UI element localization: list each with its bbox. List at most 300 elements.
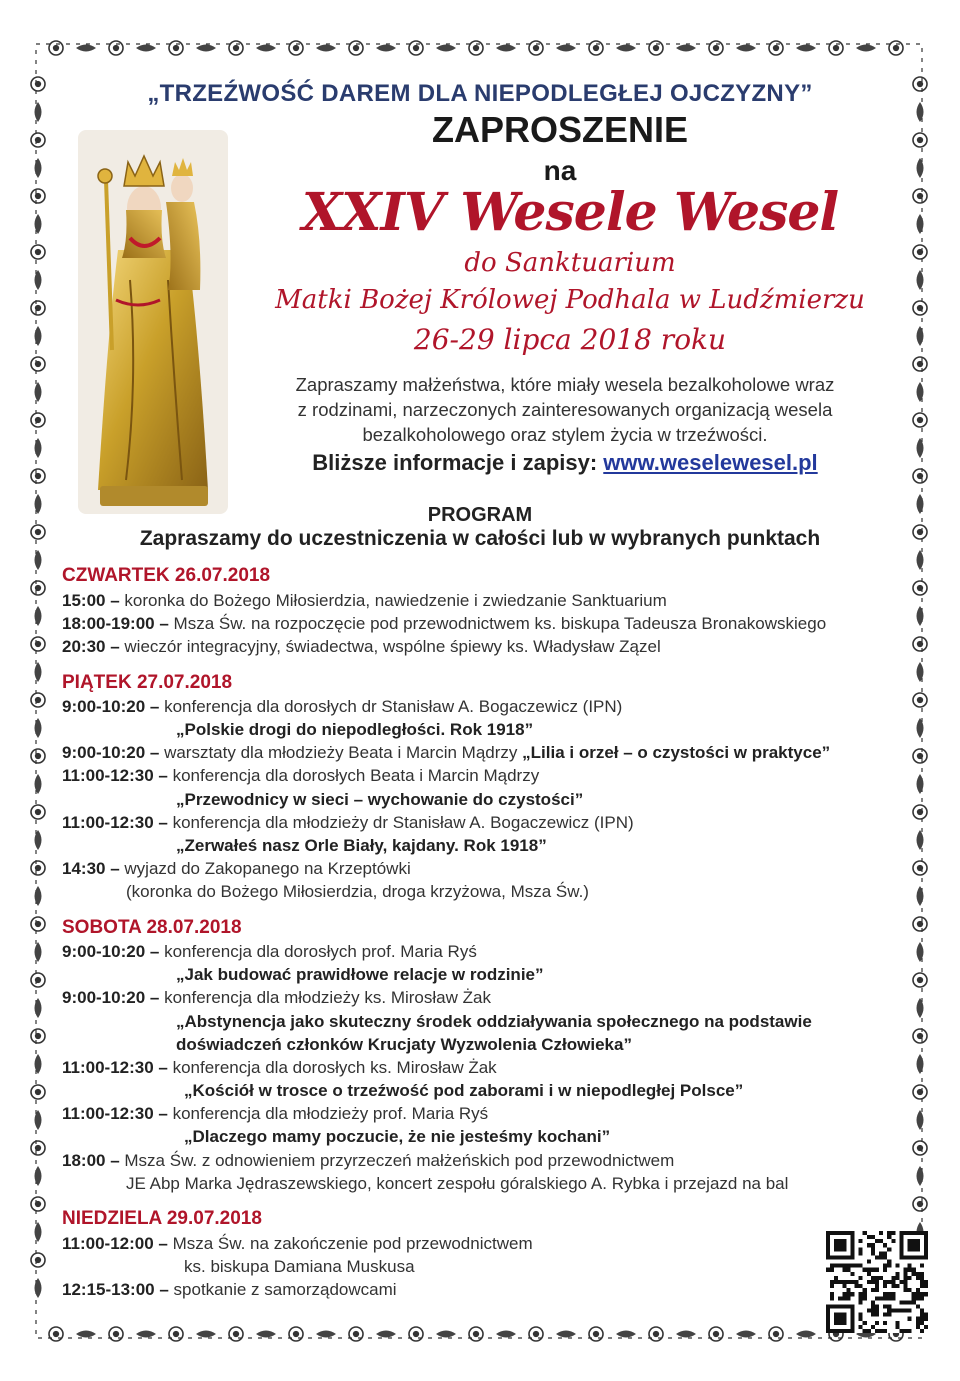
subtitle-place: Matki Bożej Królowej Podhala w Ludźmierzu bbox=[275, 285, 865, 315]
ornament-rosette bbox=[169, 41, 183, 55]
ornament-rosette bbox=[31, 1085, 45, 1099]
ornament-rosette bbox=[589, 41, 603, 55]
qr-module bbox=[875, 1268, 879, 1272]
ornament-rosette bbox=[589, 1327, 603, 1341]
ornament-rosette bbox=[31, 1141, 45, 1155]
ornament-rosette bbox=[913, 133, 927, 147]
qr-module bbox=[891, 1231, 895, 1235]
qr-module bbox=[887, 1231, 891, 1235]
qr-module bbox=[920, 1321, 924, 1325]
list-item bbox=[62, 1280, 397, 1300]
ornament-rosette bbox=[913, 917, 927, 931]
list-item bbox=[62, 743, 830, 763]
qr-module bbox=[891, 1292, 895, 1296]
item-title: „Zerwałeś nasz Orle Biały, kajdany. Rok 1918” bbox=[176, 836, 547, 855]
qr-module bbox=[842, 1296, 846, 1300]
qr-module bbox=[904, 1309, 908, 1313]
intro-text bbox=[255, 372, 875, 447]
ornament-rosette bbox=[349, 41, 363, 55]
item-text: spotkanie z samorządowcami bbox=[168, 1280, 397, 1299]
website-link[interactable]: www.weselewesel.pl bbox=[603, 450, 818, 475]
item-time: 9:00-10:20 – bbox=[62, 743, 160, 762]
ornament-rosette bbox=[49, 1327, 63, 1341]
list-item bbox=[62, 1104, 488, 1124]
qr-module bbox=[838, 1296, 842, 1300]
qr-module bbox=[859, 1300, 863, 1304]
qr-module bbox=[859, 1251, 863, 1255]
ornament-rosette bbox=[889, 41, 903, 55]
ornament-leaf bbox=[496, 1331, 516, 1338]
qr-module bbox=[875, 1255, 879, 1259]
qr-module bbox=[859, 1292, 863, 1296]
qr-module bbox=[920, 1329, 924, 1333]
motto: „TRZEŹWOŚĆ DAREM DLA NIEPODLEGŁEJ OJCZYZNY” bbox=[147, 80, 813, 107]
qr-module bbox=[875, 1329, 879, 1333]
ornament-rosette bbox=[769, 41, 783, 55]
ornament-leaf bbox=[736, 45, 756, 52]
qr-module bbox=[846, 1288, 850, 1292]
ornament-leaf bbox=[676, 1331, 696, 1338]
qr-module bbox=[908, 1264, 912, 1268]
qr-module bbox=[916, 1304, 920, 1308]
ornament-leaf bbox=[196, 45, 216, 52]
qr-module bbox=[895, 1284, 899, 1288]
day-heading-saturday: SOBOTA 28.07.2018 bbox=[62, 917, 242, 938]
qr-module bbox=[846, 1280, 850, 1284]
ornament-rosette bbox=[913, 469, 927, 483]
ornament-rosette bbox=[31, 973, 45, 987]
qr-module bbox=[920, 1317, 924, 1321]
qr-code-icon bbox=[826, 1230, 928, 1334]
qr-module bbox=[883, 1284, 887, 1288]
ornament-leaf bbox=[316, 1331, 336, 1338]
ornament-leaf bbox=[616, 45, 636, 52]
qr-module bbox=[875, 1239, 879, 1243]
ornament-leaf bbox=[35, 662, 42, 682]
ornament-rosette bbox=[31, 749, 45, 763]
ornament-rosette bbox=[49, 41, 63, 55]
item-time: 11:00-12:30 – bbox=[62, 766, 168, 785]
ornament-rosette bbox=[109, 1327, 123, 1341]
qr-module bbox=[924, 1325, 928, 1329]
item-text: konferencja dla dorosłych Beata i Marcin Mądrzy bbox=[167, 766, 540, 785]
qr-module bbox=[871, 1247, 875, 1251]
qr-module bbox=[875, 1284, 879, 1288]
more-info bbox=[255, 450, 875, 476]
qr-module bbox=[920, 1264, 924, 1268]
qr-module bbox=[871, 1268, 875, 1272]
item-text: Msza Św. na zakończenie pod przewodnictwem bbox=[167, 1234, 533, 1253]
ornament-rosette bbox=[913, 861, 927, 875]
ornament-leaf bbox=[917, 270, 924, 290]
qr-module bbox=[867, 1268, 871, 1272]
qr-module bbox=[891, 1276, 895, 1280]
qr-module bbox=[899, 1300, 903, 1304]
item-title: „Polskie drogi do niepodległości. Rok 1918” bbox=[176, 720, 534, 739]
qr-module bbox=[846, 1296, 850, 1300]
qr-module bbox=[850, 1264, 854, 1268]
qr-module bbox=[887, 1313, 891, 1317]
qr-module bbox=[846, 1264, 850, 1268]
qr-module bbox=[891, 1296, 895, 1300]
qr-module bbox=[920, 1313, 924, 1317]
qr-module bbox=[883, 1280, 887, 1284]
ornament-rosette bbox=[913, 245, 927, 259]
qr-module bbox=[887, 1235, 891, 1239]
qr-module bbox=[879, 1231, 883, 1235]
qr-module bbox=[879, 1329, 883, 1333]
qr-module bbox=[830, 1268, 834, 1272]
ornament-rosette bbox=[409, 1327, 423, 1341]
program-subheading: Zapraszamy do uczestniczenia w całości lub w wybranych punktach bbox=[139, 527, 821, 550]
qr-module bbox=[879, 1239, 883, 1243]
qr-module bbox=[879, 1255, 883, 1259]
na-word: na bbox=[543, 155, 577, 186]
qr-module bbox=[891, 1280, 895, 1284]
ornament-leaf bbox=[616, 1331, 636, 1338]
ornament-rosette bbox=[529, 41, 543, 55]
ornament-leaf bbox=[76, 45, 96, 52]
event-title: XXIV Wesele Wesel bbox=[301, 182, 839, 243]
ornament-rosette bbox=[31, 245, 45, 259]
qr-module bbox=[916, 1325, 920, 1329]
ornament-rosette bbox=[31, 133, 45, 147]
ornament-leaf bbox=[196, 1331, 216, 1338]
item-text: koronka do Bożego Miłosierdzia, nawiedzenie i zwiedzanie Sanktuarium bbox=[119, 591, 667, 610]
ornament-rosette bbox=[31, 1253, 45, 1267]
ornament-rosette bbox=[913, 973, 927, 987]
qr-module bbox=[859, 1276, 863, 1280]
ornament-leaf bbox=[35, 382, 42, 402]
qr-module bbox=[863, 1268, 867, 1272]
ornament-rosette bbox=[169, 1327, 183, 1341]
ornament-rosette bbox=[913, 693, 927, 707]
ornament-leaf bbox=[917, 830, 924, 850]
ornament-rosette bbox=[913, 581, 927, 595]
item-time: 11:00-12:30 – bbox=[62, 1058, 168, 1077]
ornament-rosette bbox=[913, 189, 927, 203]
qr-module bbox=[863, 1231, 867, 1235]
qr-module bbox=[871, 1280, 875, 1284]
item-title: doświadczeń członków Krucjaty Wyzwolenia Człowieka” bbox=[176, 1035, 632, 1054]
qr-module bbox=[846, 1292, 850, 1296]
item-text: (koronka do Bożego Miłosierdzia, droga krzyżowa, Msza Św.) bbox=[126, 882, 589, 901]
qr-module bbox=[842, 1292, 846, 1296]
qr-module bbox=[830, 1280, 834, 1284]
qr-module bbox=[842, 1264, 846, 1268]
ornament-rosette bbox=[469, 1327, 483, 1341]
list-item bbox=[62, 591, 667, 611]
item-time: 9:00-10:20 – bbox=[62, 942, 160, 961]
qr-module bbox=[842, 1280, 846, 1284]
qr-module bbox=[887, 1292, 891, 1296]
qr-module bbox=[830, 1296, 834, 1300]
qr-module bbox=[904, 1288, 908, 1292]
qr-module bbox=[908, 1309, 912, 1313]
qr-module bbox=[904, 1272, 908, 1276]
item-text: ks. biskupa Damiana Muskusa bbox=[184, 1257, 415, 1276]
qr-module bbox=[834, 1239, 846, 1251]
qr-module bbox=[908, 1288, 912, 1292]
qr-module bbox=[879, 1251, 883, 1255]
qr-module bbox=[883, 1313, 887, 1317]
qr-module bbox=[867, 1272, 871, 1276]
qr-module bbox=[883, 1243, 887, 1247]
qr-module bbox=[867, 1309, 871, 1313]
qr-module bbox=[887, 1296, 891, 1300]
item-text: Msza Św. na rozpoczęcie pod przewodnictwem ks. biskupa Tadeusza Bronakowskiego bbox=[168, 614, 827, 633]
item-text: wieczór integracyjny, świadectwa, wspólne śpiewy ks. Władysław Zązel bbox=[119, 637, 661, 656]
ornament-rosette bbox=[913, 749, 927, 763]
ornament-leaf bbox=[796, 1331, 816, 1338]
qr-module bbox=[883, 1292, 887, 1296]
qr-module bbox=[920, 1296, 924, 1300]
qr-module bbox=[879, 1296, 883, 1300]
madonna-statue bbox=[78, 130, 228, 514]
qr-module bbox=[883, 1304, 887, 1308]
ornament-rosette bbox=[529, 1327, 543, 1341]
item-time: 18:00 – bbox=[62, 1151, 120, 1170]
item-text: konferencja dla dorosłych ks. Mirosław Żak bbox=[167, 1058, 497, 1077]
qr-module bbox=[871, 1300, 875, 1304]
qr-module bbox=[912, 1292, 916, 1296]
ornament-rosette bbox=[649, 1327, 663, 1341]
qr-module bbox=[916, 1276, 920, 1280]
ornament-rosette bbox=[31, 861, 45, 875]
qr-module bbox=[899, 1329, 903, 1333]
qr-module bbox=[899, 1309, 903, 1313]
item-time: 9:00-10:20 – bbox=[62, 697, 160, 716]
ornament-rosette bbox=[649, 41, 663, 55]
subtitle-sanctuary: do Sanktuarium bbox=[464, 248, 676, 278]
qr-module bbox=[908, 1239, 920, 1251]
item-text: konferencja dla młodzieży dr Stanisław A. Bogaczewicz (IPN) bbox=[167, 813, 634, 832]
qr-module bbox=[904, 1284, 908, 1288]
qr-module bbox=[920, 1272, 924, 1276]
item-time: 11:00-12:00 – bbox=[62, 1234, 168, 1253]
qr-module bbox=[863, 1329, 867, 1333]
ornament-leaf bbox=[856, 45, 876, 52]
qr-module bbox=[916, 1292, 920, 1296]
item-title: „Przewodnicy w sieci – wychowanie do czystości” bbox=[176, 790, 584, 809]
item-time: 11:00-12:30 – bbox=[62, 1104, 168, 1123]
program-heading: PROGRAM bbox=[427, 504, 533, 526]
list-item bbox=[62, 942, 477, 962]
ornament-rosette bbox=[913, 805, 927, 819]
ornament-rosette bbox=[31, 357, 45, 371]
qr-module bbox=[850, 1280, 854, 1284]
ornament-rosette bbox=[913, 413, 927, 427]
ornament-rosette bbox=[31, 1029, 45, 1043]
qr-module bbox=[924, 1284, 928, 1288]
qr-module bbox=[920, 1280, 924, 1284]
qr-module bbox=[875, 1309, 879, 1313]
qr-module bbox=[846, 1268, 850, 1272]
item-time: 18:00-19:00 – bbox=[62, 614, 169, 633]
list-item bbox=[62, 859, 411, 879]
ornament-rosette bbox=[31, 581, 45, 595]
ornament-rosette bbox=[31, 637, 45, 651]
qr-module bbox=[883, 1255, 887, 1259]
item-title: „Abstynencja jako skuteczny środek oddziaływania społecznego na podstawie bbox=[176, 1012, 812, 1031]
qr-module bbox=[871, 1243, 875, 1247]
ornament-rosette bbox=[31, 469, 45, 483]
qr-module bbox=[916, 1296, 920, 1300]
qr-module bbox=[908, 1317, 912, 1321]
ornament-rosette bbox=[913, 357, 927, 371]
qr-module bbox=[883, 1321, 887, 1325]
qr-module bbox=[863, 1321, 867, 1325]
ornament-rosette bbox=[913, 1197, 927, 1211]
list-item bbox=[62, 614, 826, 634]
ornament-leaf bbox=[316, 45, 336, 52]
qr-module bbox=[859, 1264, 863, 1268]
qr-module bbox=[850, 1292, 854, 1296]
qr-module bbox=[875, 1276, 879, 1280]
qr-module bbox=[904, 1280, 908, 1284]
intro-line: z rodzinami, narzeczonych zainteresowanych organizacją wesela bbox=[297, 399, 833, 420]
qr-module bbox=[883, 1329, 887, 1333]
ornament-leaf bbox=[376, 45, 396, 52]
item-time: 9:00-10:20 – bbox=[62, 988, 160, 1007]
qr-module bbox=[830, 1264, 834, 1268]
ornament-rosette bbox=[289, 1327, 303, 1341]
item-text: warsztaty dla młodzieży Beata i Marcin Mądrzy bbox=[159, 743, 523, 762]
qr-module bbox=[871, 1251, 875, 1255]
qr-module bbox=[875, 1321, 879, 1325]
intro-line: Zapraszamy małżeństwa, które miały wesela bezalkoholowe wraz bbox=[295, 374, 835, 395]
item-time: 12:15-13:00 – bbox=[62, 1280, 169, 1299]
qr-module bbox=[920, 1284, 924, 1288]
ornament-rosette bbox=[913, 637, 927, 651]
qr-module bbox=[859, 1317, 863, 1321]
qr-module bbox=[916, 1321, 920, 1325]
qr-module bbox=[899, 1280, 903, 1284]
qr-module bbox=[871, 1313, 875, 1317]
qr-module bbox=[887, 1309, 891, 1313]
ornament-rosette bbox=[31, 805, 45, 819]
qr-module bbox=[920, 1309, 924, 1313]
ornament-rosette bbox=[409, 41, 423, 55]
qr-module bbox=[867, 1235, 871, 1239]
ornament-leaf bbox=[556, 45, 576, 52]
item-title: „Kościół w trosce o trzeźwość pod zaborami i w niepodległej Polsce” bbox=[184, 1081, 744, 1100]
qr-module bbox=[920, 1276, 924, 1280]
qr-module bbox=[830, 1284, 834, 1288]
ornament-leaf bbox=[736, 1331, 756, 1338]
list-item bbox=[62, 1151, 674, 1171]
qr-module bbox=[895, 1264, 899, 1268]
ornament-leaf bbox=[556, 1331, 576, 1338]
qr-module bbox=[871, 1304, 875, 1308]
qr-module bbox=[855, 1280, 859, 1284]
ornament-leaf bbox=[136, 45, 156, 52]
list-item bbox=[62, 988, 491, 1008]
ornament-rosette bbox=[31, 413, 45, 427]
ornament-rosette bbox=[31, 917, 45, 931]
qr-module bbox=[850, 1272, 854, 1276]
qr-module bbox=[875, 1280, 879, 1284]
qr-module bbox=[924, 1280, 928, 1284]
ornament-rosette bbox=[769, 1327, 783, 1341]
item-text: JE Abp Marka Jędraszewskiego, koncert zespołu góralskiego A. Rybka i przejazd na bal bbox=[126, 1174, 789, 1193]
ornament-rosette bbox=[829, 41, 843, 55]
qr-module bbox=[871, 1276, 875, 1280]
ornament-leaf bbox=[376, 1331, 396, 1338]
item-title: „Jak budować prawidłowe relacje w rodzinie” bbox=[176, 965, 544, 984]
ornament-rosette bbox=[31, 1197, 45, 1211]
list-item bbox=[62, 1058, 497, 1078]
qr-module bbox=[859, 1325, 863, 1329]
qr-module bbox=[859, 1313, 863, 1317]
qr-module bbox=[859, 1247, 863, 1251]
ornament-leaf bbox=[796, 45, 816, 52]
qr-module bbox=[871, 1288, 875, 1292]
item-time: 11:00-12:30 – bbox=[62, 813, 168, 832]
qr-module bbox=[887, 1264, 891, 1268]
qr-module bbox=[863, 1292, 867, 1296]
qr-module bbox=[904, 1268, 908, 1272]
qr-module bbox=[867, 1260, 871, 1264]
ornament-leaf bbox=[76, 1331, 96, 1338]
item-text: konferencja dla dorosłych dr Stanisław A. Bogaczewicz (IPN) bbox=[159, 697, 623, 716]
qr-module bbox=[912, 1296, 916, 1300]
ornament-rosette bbox=[229, 1327, 243, 1341]
qr-module bbox=[875, 1288, 879, 1292]
more-info-label: Bliższe informacje i zapisy: bbox=[312, 450, 604, 475]
qr-module bbox=[883, 1264, 887, 1268]
day-heading-sunday: NIEDZIELA 29.07.2018 bbox=[62, 1208, 262, 1229]
list-item bbox=[62, 697, 622, 717]
qr-module bbox=[883, 1296, 887, 1300]
qr-module bbox=[867, 1280, 871, 1284]
item-text: konferencja dla dorosłych prof. Maria Ryś bbox=[159, 942, 477, 961]
item-title: „Dlaczego mamy poczucie, że nie jesteśmy kochani” bbox=[184, 1127, 611, 1146]
day-heading-friday: PIĄTEK 27.07.2018 bbox=[62, 672, 233, 693]
item-time: 14:30 – bbox=[62, 859, 120, 878]
qr-module bbox=[887, 1304, 891, 1308]
ornament-rosette bbox=[31, 693, 45, 707]
qr-module bbox=[895, 1309, 899, 1313]
intro-line: bezalkoholowego oraz stylem życia w trzeźwości. bbox=[362, 424, 768, 445]
qr-module bbox=[871, 1325, 875, 1329]
qr-module bbox=[916, 1272, 920, 1276]
ornament-rosette bbox=[31, 189, 45, 203]
ornament-rosette bbox=[913, 301, 927, 315]
qr-module bbox=[895, 1321, 899, 1325]
qr-module bbox=[920, 1292, 924, 1296]
qr-module bbox=[924, 1317, 928, 1321]
ornament-rosette bbox=[109, 41, 123, 55]
qr-module bbox=[834, 1276, 838, 1280]
qr-module bbox=[838, 1264, 842, 1268]
ornament-leaf bbox=[136, 1331, 156, 1338]
ornament-rosette bbox=[913, 1141, 927, 1155]
item-time: 20:30 – bbox=[62, 637, 120, 656]
ornament-leaf bbox=[35, 1222, 42, 1242]
qr-module bbox=[867, 1329, 871, 1333]
list-item bbox=[62, 1234, 533, 1254]
ornament-leaf bbox=[256, 45, 276, 52]
qr-module bbox=[924, 1313, 928, 1317]
qr-module bbox=[912, 1268, 916, 1272]
ornament-rosette bbox=[289, 41, 303, 55]
qr-module bbox=[904, 1300, 908, 1304]
qr-module bbox=[859, 1239, 863, 1243]
qr-module bbox=[875, 1304, 879, 1308]
day-heading-thursday: CZWARTEK 26.07.2018 bbox=[62, 565, 271, 586]
qr-module bbox=[855, 1284, 859, 1288]
